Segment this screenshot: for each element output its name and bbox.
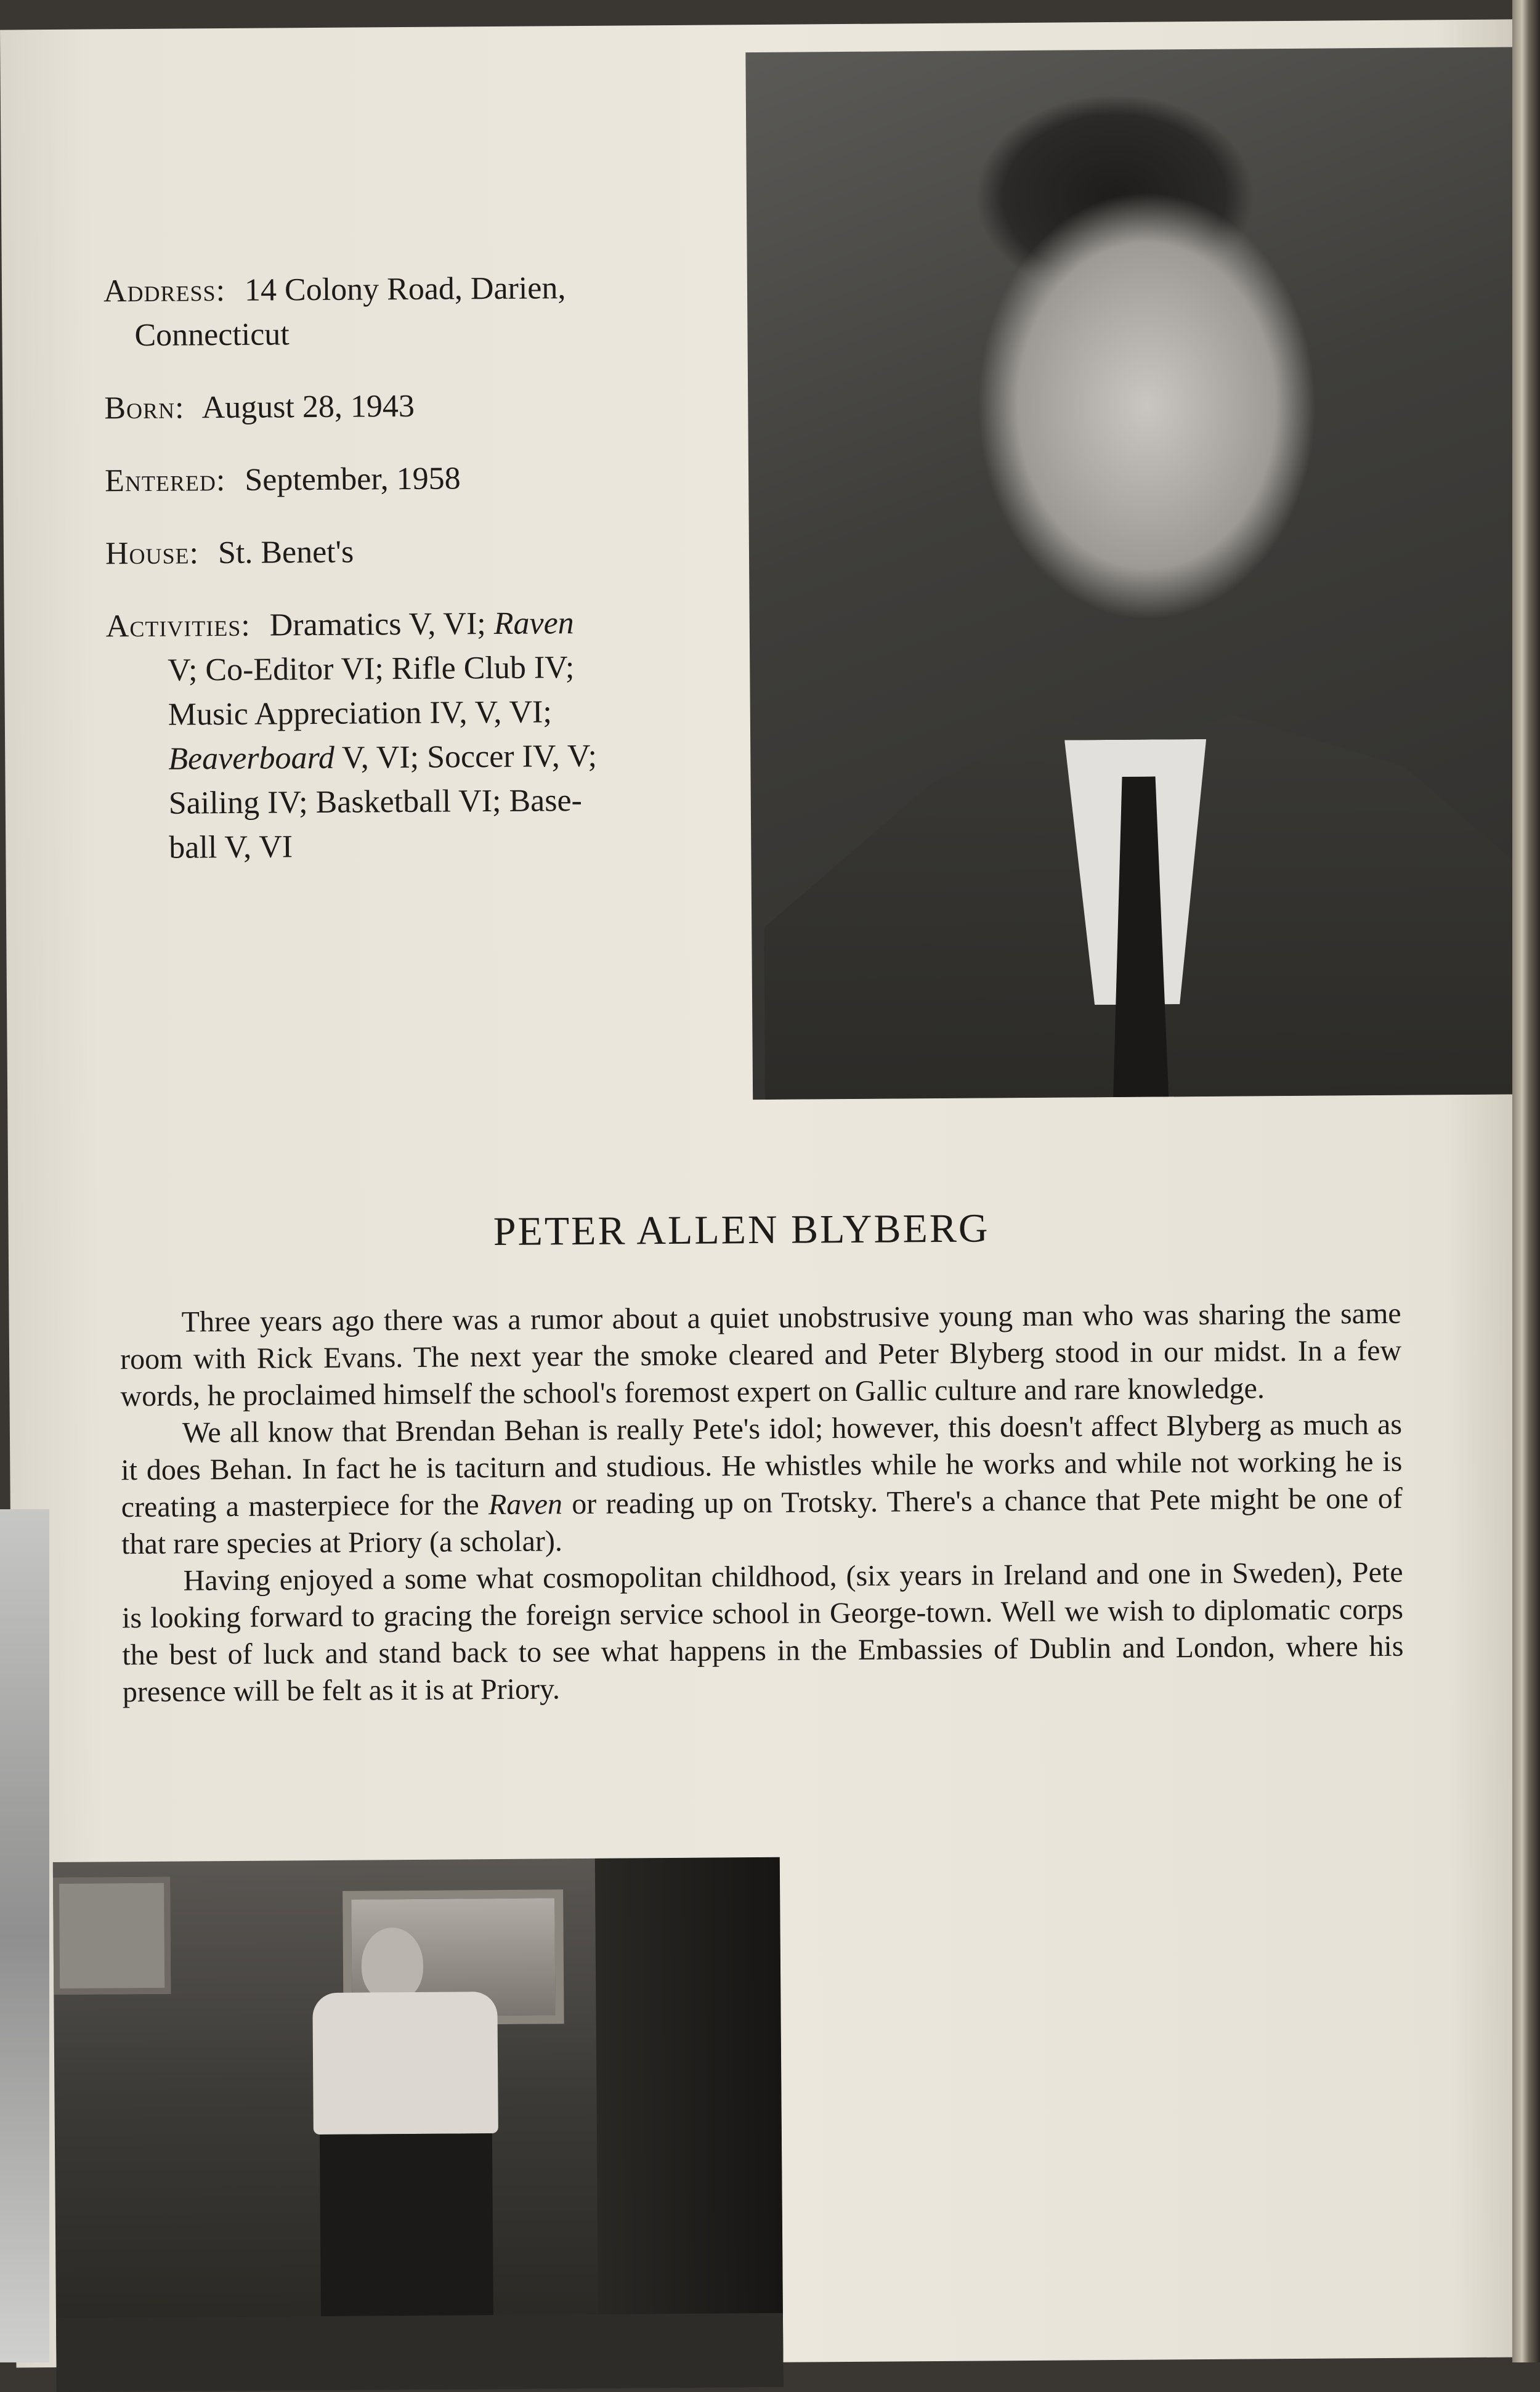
yearbook-page: [0, 19, 1528, 2367]
activities-row: [106, 601, 675, 870]
student-name-title: PETER ALLEN BLYBERG: [493, 1206, 990, 1255]
activities-line1: Dramatics V, VI;: [269, 606, 486, 643]
activities-line4: [107, 734, 673, 782]
activities-beaverboard: Beaverboard: [168, 740, 335, 777]
activities-line2: V; Co-Editor VI; Rifle Club IV;: [168, 650, 575, 688]
activities-line3: Music Appreciation IV, V, VI;: [168, 694, 553, 732]
born-value: August 28, 1943: [201, 388, 415, 426]
born-row: [104, 383, 671, 431]
address-row: [103, 266, 671, 358]
house-label: House:: [105, 535, 200, 572]
house-value: St. Benet's: [217, 534, 354, 571]
activities-line6: ball V, VI: [169, 829, 293, 866]
candid-person-legs: [320, 2133, 493, 2332]
entered-value: September, 1958: [245, 461, 461, 498]
entered-label: Entered:: [104, 463, 226, 499]
activities-raven: Raven: [493, 606, 574, 641]
bio-paragraph-2: [121, 1406, 1403, 1563]
activities-line4-text: V, VI; Soccer IV, V;: [341, 738, 598, 776]
candid-person-shirt: [312, 1992, 498, 2135]
candid-photo: [53, 1857, 784, 2392]
born-label: Born:: [104, 390, 185, 426]
address-line2: Connecticut: [134, 317, 290, 354]
address-label: Address:: [103, 273, 226, 309]
bio-p2-part-a: We all know that Brendan Behan is really Pete's idol; however, this doesn't affect Blyberg as much as it does Behan. In fact he is taciturn and studious. He whistles while he works and while not working he is creating a masterpiece for the: [121, 1408, 1403, 1524]
wall-picture-left: [53, 1877, 171, 1995]
activities-line5: Sailing IV; Basketball VI; Base-: [168, 783, 583, 821]
candid-couch: [56, 2313, 784, 2392]
activities-label: Activities:: [105, 607, 251, 644]
senior-portrait-photo: [745, 47, 1520, 1100]
address-line1: 14 Colony Road, Darien,: [244, 270, 566, 308]
dark-doorway: [595, 1857, 784, 2388]
bio-paragraph-1: Three years ago there was a rumor about a quiet unobstrusive young man who was sharing the same room with Rick Evans. The next year the smoke cleared and Peter Blyberg stood in our midst. In a few words, he proclaimed himself the school's foremost expert on Gallic culture and rare knowledge.: [120, 1297, 1402, 1413]
bio-paragraph-3: Having enjoyed a some what cosmopolitan childhood, (six years in Ireland and one in Sweden), Pete is looking forward to gracing the foreign service school in George-town. Well we wish to diplomatic corps the best of luck and stand back to see what happens in the Embassies of Dublin and London, where his presence will be felt as it is at Priory.: [121, 1555, 1404, 1709]
bio-p2-part-b: or reading up on Trotsky. There's a chance that Pete might be one of that rare species at Priory (a scholar).: [121, 1482, 1403, 1561]
bio-p2-raven: Raven: [488, 1488, 563, 1522]
entered-row: [105, 455, 671, 503]
book-page-edge: [1512, 0, 1540, 2362]
adjacent-page-strip: [0, 1509, 49, 2362]
student-info: [103, 266, 675, 899]
candid-person-head: [362, 1928, 424, 2002]
biography: [120, 1295, 1404, 1711]
house-row: [105, 528, 672, 576]
